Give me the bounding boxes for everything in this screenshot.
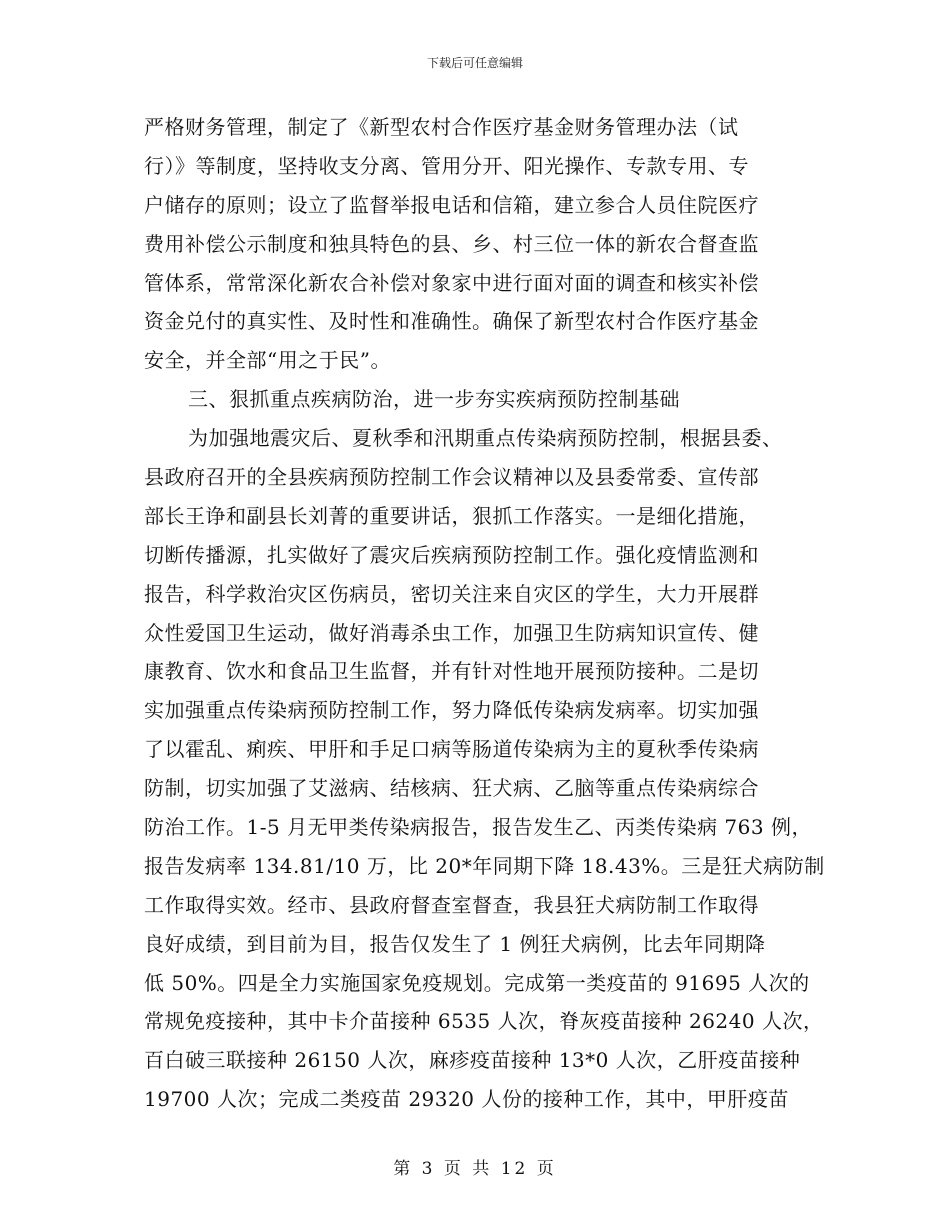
section-heading: 三、狠抓重点疾病防治，进一步夯实疾病预防控制基础 [188,387,680,412]
text-line: 工作取得实效。经市、县政府督查室督查，我县狂犬病防制工作取得 [144,892,759,917]
text-line: 了以霍乱、痢疾、甲肝和手足口病等肠道传染病为主的夏秋季传染病 [144,737,759,762]
body-text [144,108,824,1119]
text-line: 为加强地震灾后、夏秋季和汛期重点传染病预防控制，根据县委、 [188,426,783,451]
text-line: 严格财务管理，制定了《新型农村合作医疗基金财务管理办法（试 [144,115,739,139]
text-line: 实加强重点传染病预防控制工作，努力降低传染病发病率。切实加强 [144,698,759,723]
text-line: 常规免疫接种，其中卡介苗接种 6535 人次，脊灰疫苗接种 26240 人次， [144,1009,824,1034]
text-line: 众性爱国卫生运动，做好消毒杀虫工作，加强卫生防病知识宣传、健 [144,620,759,645]
text-line: 防治工作。1-5 月无甲类传染病报告，报告发生乙、丙类传染病 763 例， [144,815,812,840]
text-line: 良好成绩，到目前为目，报告仅发生了 1 例狂犬病例，比去年同期降 [144,931,766,956]
page-footer: 第 3 页 共 12 页 [393,1159,557,1179]
text-line: 19700 人次；完成二类疫苗 29320 人份的接种工作，其中，甲肝疫苗 [144,1087,789,1112]
text-line: 管体系，常常深化新农合补偿对象家中进行面对面的调查和核实补偿 [144,270,759,295]
text-line: 户储存的原则；设立了监督举报电话和信箱，建立参合人员住院医疗 [144,192,759,217]
text-line: 部长王诤和副县长刘菁的重要讲话，狠抓工作落实。一是细化措施， [144,503,759,528]
text-line: 费用补偿公示制度和独具特色的县、乡、村三位一体的新农合督查监 [144,231,759,256]
text-line: 县政府召开的全县疾病预防控制工作会议精神以及县委常委、宣传部 [144,465,759,490]
text-line: 资金兑付的真实性、及时性和准确性。确保了新型农村合作医疗基金 [144,309,759,334]
text-line: 安全，并全部“用之于民”。 [144,348,391,373]
text-line: 低 50%。四是全力实施国家免疫规划。完成第一类疫苗的 91695 人次的 [144,970,810,995]
page-header: 下载后可任意编辑 [426,56,523,70]
text-line: 防制，切实加强了艾滋病、结核病、狂犬病、乙脑等重点传染病综合 [144,776,759,801]
text-line: 报告，科学救治灾区伤病员，密切关注来自灾区的学生，大力开展群 [144,581,759,606]
text-line: 康教育、饮水和食品卫生监督，并有针对性地开展预防接种。二是切 [144,659,759,684]
text-line: 行）》等制度，坚持收支分离、管用分开、阳光操作、专款专用、专 [144,153,749,178]
text-line: 百白破三联接种 26150 人次，麻疹疫苗接种 13*0 人次，乙肝疫苗接种 [144,1048,801,1073]
text-line: 切断传播源，扎实做好了震灾后疾病预防控制工作。强化疫情监测和 [144,542,759,567]
text-line: 报告发病率 134.81/10 万，比 20*年同期下降 18.43%。三是狂犬病防制 [144,853,825,878]
